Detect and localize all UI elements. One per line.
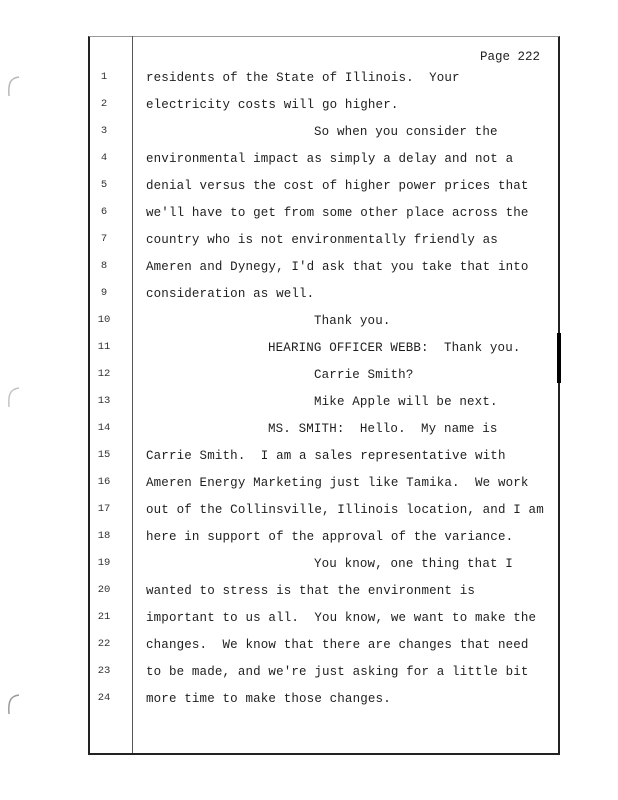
transcript-line — [0, 638, 618, 660]
transcript-line — [0, 584, 618, 606]
line-text: here in support of the approval of the variance. — [146, 530, 514, 544]
line-number: 4 — [100, 152, 108, 164]
transcript-line — [0, 260, 618, 282]
transcript-line — [0, 368, 618, 390]
transcript-line — [0, 665, 618, 687]
line-number: 14 — [97, 422, 111, 434]
line-number: 10 — [97, 314, 111, 326]
line-number: 21 — [97, 611, 111, 623]
line-text: to be made, and we're just asking for a little bit — [146, 665, 529, 679]
transcript-line — [0, 476, 618, 498]
line-number: 13 — [97, 395, 111, 407]
transcript-line — [0, 125, 618, 147]
line-text: residents of the State of Illinois. Your — [146, 71, 460, 85]
line-number: 5 — [100, 179, 108, 191]
line-text: HEARING OFFICER WEBB: Thank you. — [268, 341, 521, 355]
transcript-line — [0, 395, 618, 417]
transcript-line — [0, 152, 618, 174]
line-text: Carrie Smith. I am a sales representative with — [146, 449, 506, 463]
line-text: wanted to stress is that the environment is — [146, 584, 476, 598]
line-number: 12 — [97, 368, 111, 380]
line-number: 9 — [100, 287, 108, 299]
transcript-line — [0, 233, 618, 255]
transcript-line — [0, 449, 618, 471]
line-text: You know, one thing that I — [314, 557, 513, 571]
line-text: more time to make those changes. — [146, 692, 391, 706]
transcript-line — [0, 530, 618, 552]
line-number: 7 — [100, 233, 108, 245]
line-text: Ameren and Dynegy, I'd ask that you take that into — [146, 260, 529, 274]
line-text: environmental impact as simply a delay and not a — [146, 152, 514, 166]
line-text: So when you consider the — [314, 125, 498, 139]
transcript-line — [0, 179, 618, 201]
line-text: important to us all. You know, we want to make the — [146, 611, 537, 625]
line-number: 22 — [97, 638, 111, 650]
line-number: 24 — [97, 692, 111, 704]
line-text: MS. SMITH: Hello. My name is — [268, 422, 498, 436]
line-number: 15 — [97, 449, 111, 461]
line-number: 17 — [97, 503, 111, 515]
line-number: 6 — [100, 206, 108, 218]
transcript-line — [0, 314, 618, 336]
transcript-line — [0, 341, 618, 363]
line-text: electricity costs will go higher. — [146, 98, 399, 112]
line-text: Mike Apple will be next. — [314, 395, 498, 409]
line-number: 16 — [97, 476, 111, 488]
line-number: 1 — [100, 71, 108, 83]
line-number: 19 — [97, 557, 111, 569]
transcript-line — [0, 557, 618, 579]
line-text: consideration as well. — [146, 287, 315, 301]
line-text: Carrie Smith? — [314, 368, 414, 382]
transcript-line — [0, 503, 618, 525]
line-text: denial versus the cost of higher power prices that — [146, 179, 529, 193]
line-text: changes. We know that there are changes that need — [146, 638, 529, 652]
line-number: 3 — [100, 125, 108, 137]
line-number: 23 — [97, 665, 111, 677]
line-number: 20 — [97, 584, 111, 596]
transcript-line — [0, 206, 618, 228]
transcript-line — [0, 287, 618, 309]
line-text: country who is not environmentally friendly as — [146, 233, 498, 247]
line-number: 8 — [100, 260, 108, 272]
page-number: Page 222 — [480, 50, 541, 64]
line-number: 18 — [97, 530, 111, 542]
line-number: 11 — [97, 341, 111, 353]
transcript-line — [0, 98, 618, 120]
line-text: Ameren Energy Marketing just like Tamika. We work — [146, 476, 529, 490]
line-text: out of the Collinsville, Illinois location, and I am — [146, 503, 544, 517]
transcript-line — [0, 71, 618, 93]
transcript-line — [0, 611, 618, 633]
transcript-line — [0, 692, 618, 714]
line-text: Thank you. — [314, 314, 391, 328]
line-number: 2 — [100, 98, 108, 110]
transcript-line — [0, 422, 618, 444]
line-text: we'll have to get from some other place across the — [146, 206, 529, 220]
